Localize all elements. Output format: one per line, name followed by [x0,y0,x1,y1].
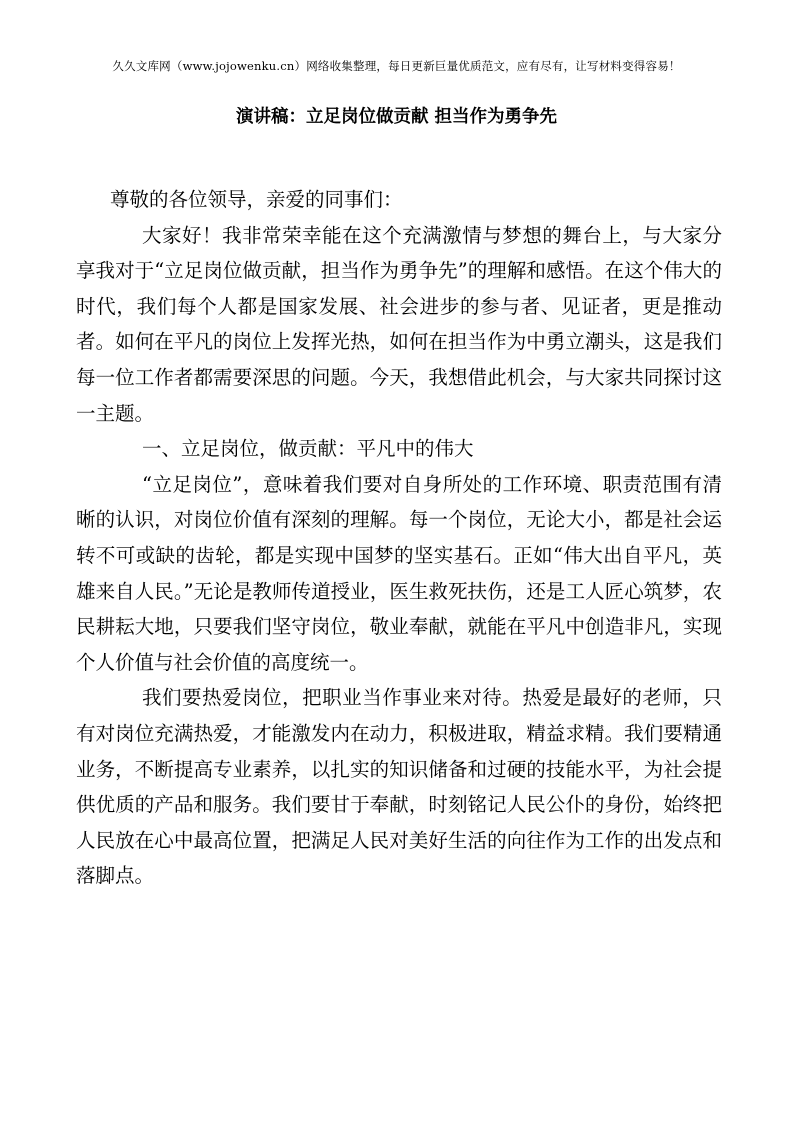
paragraph-section-body-2: 我们要热爱岗位，把职业当作事业来对待。热爱是最好的老师，只有对岗位充满热爱，才能激发内在动力，积极进取，精益求精。我们要精通业务，不断提高专业素养，以扎实的知识储备和过硬的技能水平，为社会提供优质的产品和服务。我们要甘于奉献，时刻铭记人民公仆的身份，始终把人民放在心中最高位置，把满足人民对美好生活的向往作为工作的出发点和落脚点。 [76,686,722,888]
paragraph-section-body-1: “立足岗位”，意味着我们要对自身所处的工作环境、职责范围有清晰的认识，对岗位价值有深刻的理解。每一个岗位，无论大小，都是社会运转不可或缺的齿轮，都是实现中国梦的坚实基石。正如“伟大出自平凡，英雄来自人民。”无论是教师传道授业，医生救死扶伤，还是工人匠心筑梦，农民耕耘大地，只要我们坚守岗位，敬业奉献，就能在平凡中创造非凡，实现个人价值与社会价值的高度统一。 [76,472,722,674]
paragraph-intro: 大家好！我非常荣幸能在这个充满激情与梦想的舞台上，与大家分享我对于“立足岗位做贡献，担当作为勇争先”的理解和感悟。在这个伟大的时代，我们每个人都是国家发展、社会进步的参与者、见证者，更是推动者。如何在平凡的岗位上发挥光热，如何在担当作为中勇立潮头，这是我们每一位工作者都需要深思的问题。今天，我想借此机会，与大家共同探讨这一主题。 [76,223,722,425]
section-heading: 一、立足岗位，做贡献：平凡中的伟大 [142,437,474,461]
document-title: 演讲稿：立足岗位做贡献 担当作为勇争先 [235,107,558,127]
document-body [76,182,722,894]
salutation: 尊敬的各位领导，亲爱的同事们： [110,188,403,211]
header-note: 久久文库网（www.jojowenku.cn）网络收集整理，每日更新巨量优质范文，应有尽有，让写材料变得容易！ [112,59,681,73]
